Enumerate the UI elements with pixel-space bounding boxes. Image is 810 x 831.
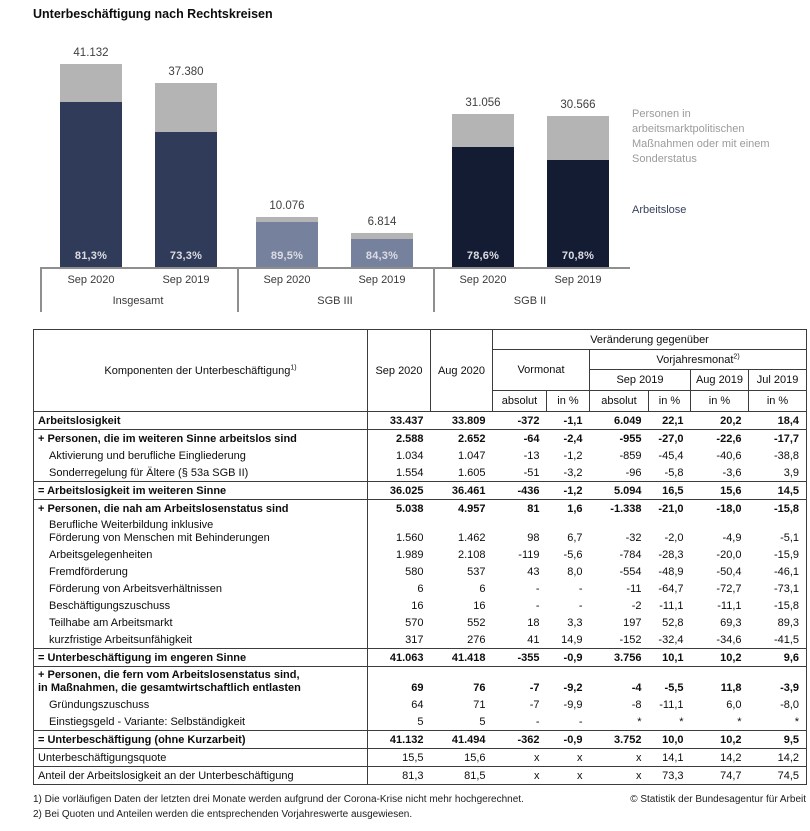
cell-value: *: [590, 713, 649, 731]
cell-value: -11,1: [717, 599, 742, 612]
cell-value: -: [493, 713, 547, 731]
cell-value: -2,4: [563, 432, 583, 445]
table-row: [34, 517, 807, 546]
segment-massnahmen: [452, 114, 514, 147]
cell-value: 69: [411, 682, 424, 694]
cell-value: -362: [493, 731, 547, 749]
cell-value: 10,2: [691, 649, 749, 667]
col-header-inpct-jul2019: in %: [749, 391, 807, 412]
table-row: [34, 713, 807, 731]
cell-value: 5: [431, 713, 493, 731]
cell-value: 2.588: [395, 432, 424, 445]
cell-value: 6,7: [567, 532, 583, 544]
bar-insgesamt-sep2019: [155, 83, 217, 267]
cell-value: 537: [467, 565, 486, 578]
cell-value: *: [749, 713, 807, 731]
table-row: [34, 749, 807, 767]
row-label: = Unterbeschäftigung (ohne Kurzarbeit): [34, 731, 368, 749]
cell-value: -5,5: [664, 682, 684, 694]
cell-value: 74,7: [720, 769, 742, 782]
segment-massnahmen: [155, 83, 217, 132]
row-label: Unterbeschäftigungsquote: [34, 749, 368, 767]
cell-value: -32,4: [649, 631, 691, 649]
bar-percent-label: 81,3%: [74, 250, 108, 262]
table-row: [34, 667, 807, 697]
bar-value-label: 41.132: [73, 47, 109, 59]
x-axis-line: [40, 267, 630, 269]
cell-value: 9,6: [749, 649, 807, 667]
cell-value: -: [578, 582, 583, 595]
table-wrap: [33, 329, 806, 785]
cell-value: 43: [527, 565, 540, 578]
cell-value: -9,2: [563, 682, 583, 694]
cell-value: 6,0: [726, 698, 742, 711]
cell-value: 197: [623, 616, 642, 629]
segment-arbeitslose: [155, 132, 217, 267]
cell-value: 5.038: [395, 502, 424, 515]
cell-value: 14,2: [749, 749, 807, 767]
cell-value: -8: [631, 698, 642, 711]
cell-value: 1.034: [395, 449, 424, 462]
table-row: [34, 412, 807, 430]
col-header-vormonat: Vormonat: [493, 350, 590, 391]
cell-value: -: [535, 582, 540, 595]
cell-value: 22,1: [649, 412, 691, 430]
cell-value: 3,9: [749, 464, 807, 482]
cell-value: -34,6: [691, 631, 749, 649]
cell-value: 1.047: [457, 449, 486, 462]
table-row: [34, 614, 807, 631]
cell-value: 33.809: [431, 412, 493, 430]
cell-value: 10,2: [691, 731, 749, 749]
cell-value: 1.554: [368, 464, 431, 482]
cell-value: -11,1: [659, 599, 684, 612]
cell-value: *: [691, 713, 749, 731]
cell-value: 52,8: [662, 616, 684, 629]
cell-value: -96: [590, 464, 649, 482]
cell-value: 14,5: [749, 482, 807, 500]
segment-massnahmen: [60, 64, 122, 102]
cell-value: 1,6: [567, 502, 583, 515]
cell-value: 41.132: [368, 731, 431, 749]
cell-value: -: [535, 599, 540, 612]
cell-value: x: [534, 769, 540, 782]
cell-value: 14,9: [547, 631, 590, 649]
x-axis-label: Sep 2019: [162, 274, 210, 286]
cell-value: -64: [523, 432, 540, 445]
table-row: [34, 447, 807, 464]
row-label: Teilhabe am Arbeitsmarkt: [34, 614, 368, 631]
cell-value: -18,0: [716, 502, 742, 515]
cell-value: -40,6: [716, 449, 742, 462]
segment-arbeitslose: [547, 160, 609, 267]
table-header: [34, 330, 807, 412]
group-label-insgesamt: Insgesamt: [112, 295, 164, 307]
cell-value: 16: [473, 599, 486, 612]
cell-value: 1.605: [431, 464, 493, 482]
cell-value: -13: [523, 449, 540, 462]
cell-value: 98: [527, 532, 540, 544]
segment-massnahmen: [547, 116, 609, 160]
cell-value: 552: [467, 616, 486, 629]
row-label: Anteil der Arbeitslosigkeit an der Unterbeschäftigung: [34, 767, 368, 785]
cell-value: -72,7: [716, 582, 742, 595]
cell-value: 1.462: [457, 532, 486, 544]
cell-value: -152: [590, 631, 649, 649]
footnote-marker-1: 1): [290, 363, 297, 371]
bar-sgbii-sep2019: [547, 116, 609, 267]
cell-value: 41.418: [431, 649, 493, 667]
cell-value: 8,0: [567, 565, 583, 578]
col-header-inpct-sep2019: in %: [649, 391, 691, 412]
row-label: = Arbeitslosigkeit im weiteren Sinne: [34, 482, 368, 500]
table-row: [34, 580, 807, 597]
cell-value: -41,5: [749, 631, 807, 649]
table-row: [34, 464, 807, 482]
row-label: Berufliche Weiterbildung inklusive Förderung von Menschen mit Behinderungen: [34, 517, 368, 546]
cell-value: 18,4: [749, 412, 807, 430]
cell-value: 570: [405, 616, 424, 629]
bar-value-label: 10.076: [269, 200, 305, 213]
cell-value: 81,5: [464, 769, 486, 782]
cell-value: -: [547, 713, 590, 731]
cell-value: -784: [619, 548, 642, 561]
col-header-sep2019: Sep 2019: [590, 370, 691, 391]
group-divider: [40, 267, 42, 312]
cell-value: -73,1: [773, 582, 800, 595]
row-label: Arbeitsgelegenheiten: [34, 546, 368, 563]
cell-value: 11,8: [720, 682, 742, 694]
components-table: [33, 329, 807, 785]
cell-value: -0,9: [547, 649, 590, 667]
table-row: [34, 767, 807, 785]
group-divider: [433, 267, 435, 312]
cell-value: -20,0: [716, 548, 742, 561]
segment-arbeitslose: [256, 222, 318, 267]
cell-value: -17,7: [773, 432, 800, 445]
cell-value: -955: [619, 432, 642, 445]
cell-value: x: [590, 749, 649, 767]
row-label: Förderung von Arbeitsverhältnissen: [34, 580, 368, 597]
col-header-inpct-aug2019: in %: [691, 391, 749, 412]
cell-value: -9,9: [563, 698, 583, 711]
cell-value: 15,5: [368, 749, 431, 767]
cell-value: 14,1: [649, 749, 691, 767]
table-row: [34, 482, 807, 500]
cell-value: 4.957: [457, 502, 486, 515]
table-row: [34, 696, 807, 713]
col-header-jul2019: Jul 2019: [749, 370, 807, 391]
cell-value: 1.560: [395, 532, 424, 544]
cell-value: -5,1: [780, 532, 800, 544]
cell-value: 6: [417, 582, 424, 595]
bar-percent-label: 84,3%: [365, 249, 399, 262]
cell-value: 9,5: [749, 731, 807, 749]
cell-value: -1,1: [547, 412, 590, 430]
cell-value: *: [649, 713, 691, 731]
x-axis-label: Sep 2019: [358, 274, 406, 286]
cell-value: x: [493, 749, 547, 767]
cell-value: 6: [479, 582, 486, 595]
table-row: [34, 731, 807, 749]
col-header-aug2019: Aug 2019: [691, 370, 749, 391]
cell-value: -50,4: [716, 565, 742, 578]
cell-value: -48,9: [658, 565, 684, 578]
col-header-sep2020: Sep 2020: [368, 330, 431, 412]
cell-value: x: [636, 769, 642, 782]
cell-value: -: [578, 599, 583, 612]
cell-value: 5: [368, 713, 431, 731]
x-axis-label: Sep 2019: [554, 274, 602, 286]
cell-value: -7: [529, 698, 540, 711]
cell-value: 15,6: [431, 749, 493, 767]
cell-value: 6.049: [590, 412, 649, 430]
bar-percent-label: 70,8%: [561, 249, 595, 262]
cell-value: x: [547, 749, 590, 767]
bar-percent-label: 73,3%: [169, 249, 203, 262]
cell-value: 81: [527, 502, 540, 515]
x-axis-label: Sep 2020: [67, 274, 115, 286]
bar-sgbii-sep2020: [452, 114, 514, 267]
cell-value: 76: [473, 682, 486, 694]
table-row: [34, 631, 807, 649]
cell-value: 69,3: [720, 616, 742, 629]
table-row: [34, 563, 807, 580]
cell-value: -355: [493, 649, 547, 667]
cell-value: 36.461: [431, 482, 493, 500]
cell-value: 3,3: [567, 616, 583, 629]
cell-value: 5.094: [590, 482, 649, 500]
segment-arbeitslose: [452, 147, 514, 267]
bar-percent-label: 78,6%: [466, 249, 500, 262]
group-label-sgbiii: SGB III: [317, 295, 353, 307]
col-header-aug2020: Aug 2020: [431, 330, 493, 412]
cell-value: -5,8: [649, 464, 691, 482]
page-title: Unterbeschäftigung nach Rechtskreisen: [33, 7, 273, 21]
cell-value: -2: [631, 599, 642, 612]
bar-sgbiii-sep2020: [256, 217, 318, 267]
cell-value: 2.652: [457, 432, 486, 445]
cell-value: x: [577, 769, 583, 782]
table-row: [34, 649, 807, 667]
cell-value: 14,2: [691, 749, 749, 767]
cell-value: -3,6: [691, 464, 749, 482]
cell-value: 317: [368, 631, 431, 649]
cell-value: 276: [431, 631, 493, 649]
cell-value: 74,5: [777, 769, 800, 782]
table-row: [34, 430, 807, 448]
copyright: © Statistik der Bundesagentur für Arbeit: [630, 794, 806, 805]
cell-value: 3.752: [590, 731, 649, 749]
row-label: Beschäftigungszuschuss: [34, 597, 368, 614]
row-label: + Personen, die fern vom Arbeitslosenstatus sind, in Maßnahmen, die gesamtwirtschaftlich entlasten: [34, 667, 368, 697]
cell-value: 41.494: [431, 731, 493, 749]
cell-value: -45,4: [658, 449, 684, 462]
cell-value: -372: [493, 412, 547, 430]
cell-value: 3.756: [590, 649, 649, 667]
cell-value: 1.989: [395, 548, 424, 561]
cell-value: 580: [405, 565, 424, 578]
cell-value: -22,6: [716, 432, 742, 445]
cell-value: 36.025: [368, 482, 431, 500]
col-header-absolut-vormonat: absolut: [493, 391, 547, 412]
cell-value: -15,8: [773, 599, 800, 612]
cell-value: -554: [619, 565, 642, 578]
bar-insgesamt-sep2020: [60, 64, 122, 267]
cell-value: 73,3: [662, 769, 684, 782]
cell-value: 16,5: [649, 482, 691, 500]
cell-value: -7: [529, 682, 540, 694]
col-header-absolut-sep2019: absolut: [590, 391, 649, 412]
cell-value: -3,9: [780, 682, 800, 694]
cell-value: -5,6: [563, 548, 583, 561]
row-label: Sonderregelung für Ältere (§ 53a SGB II): [34, 464, 368, 482]
cell-value: -1,2: [547, 482, 590, 500]
cell-value: -21,0: [658, 502, 684, 515]
cell-value: -27,0: [658, 432, 684, 445]
cell-value: 64: [411, 698, 424, 711]
group-label-sgbii: SGB II: [513, 295, 547, 307]
row-label: Gründungszuschuss: [34, 696, 368, 713]
cell-value: -436: [493, 482, 547, 500]
cell-value: -64,7: [658, 582, 684, 595]
cell-value: -0,9: [547, 731, 590, 749]
footnote-1: 1) Die vorläufigen Daten der letzten drei Monate werden aufgrund der Corona-Krise nicht mehr hochgerechnet.: [33, 794, 524, 805]
footnote-2: 2) Bei Quoten und Anteilen werden die entsprechenden Vorjahreswerte ausgewiesen.: [33, 809, 413, 820]
segment-arbeitslose: [351, 239, 413, 267]
col-header-veraenderung: Veränderung gegenüber: [493, 330, 807, 350]
cell-value: -8,0: [780, 698, 800, 711]
cell-value: 10,1: [649, 649, 691, 667]
cell-value: 15,6: [691, 482, 749, 500]
row-label: Einstiegsgeld - Variante: Selbständigkeit: [34, 713, 368, 731]
legend-label-massnahmen: Personen in arbeitsmarktpolitischen Maßnahmen oder mit einem Sonderstatus: [632, 108, 770, 165]
x-axis-label: Sep 2020: [263, 274, 311, 286]
cell-value: 18: [527, 616, 540, 629]
cell-value: 71: [473, 698, 486, 711]
bar-value-label: 31.056: [465, 96, 501, 109]
col-header-inpct-vormonat: in %: [547, 391, 590, 412]
cell-value: 81,3: [402, 769, 424, 782]
cell-value: 10,0: [649, 731, 691, 749]
col-header-komponenten: Komponenten der Unterbeschäftigung$^{1)}$: [34, 330, 368, 412]
row-label: Aktivierung und berufliche Eingliederung: [34, 447, 368, 464]
cell-value: -38,8: [773, 449, 800, 462]
cell-value: -4,9: [722, 532, 742, 544]
cell-value: -1.338: [610, 502, 642, 515]
row-label: = Unterbeschäftigung im engeren Sinne: [34, 649, 368, 667]
table-row: [34, 500, 807, 518]
x-axis-label: Sep 2020: [459, 274, 507, 286]
col-header-vorjahresmonat: Vorjahresmonat$^{2)}$: [590, 350, 807, 370]
cell-value: -15,9: [773, 548, 800, 561]
bar-value-label: 30.566: [560, 99, 596, 112]
footnotes: [33, 794, 806, 820]
row-label: kurzfristige Arbeitsunfähigkeit: [34, 631, 368, 649]
bar-percent-label: 89,5%: [270, 249, 304, 262]
cell-value: 20,2: [691, 412, 749, 430]
legend-label-arbeitslose: Arbeitslose: [632, 204, 687, 216]
table-row: [34, 546, 807, 563]
cell-value: -11,1: [659, 698, 684, 711]
cell-value: 33.437: [368, 412, 431, 430]
segment-arbeitslose: [60, 102, 122, 267]
cell-value: 16: [411, 599, 424, 612]
cell-value: -51: [493, 464, 547, 482]
cell-value: -1,2: [563, 449, 583, 462]
cell-value: -4: [631, 682, 642, 694]
row-label: + Personen, die nah am Arbeitslosenstatus sind: [34, 500, 368, 518]
cell-value: -15,8: [773, 502, 800, 515]
row-label: + Personen, die im weiteren Sinne arbeitslos sind: [34, 430, 368, 448]
cell-value: 41.063: [368, 649, 431, 667]
cell-value: 41: [493, 631, 547, 649]
cell-value: 2.108: [457, 548, 486, 561]
cell-value: -119: [518, 548, 540, 561]
cell-value: -3,2: [547, 464, 590, 482]
cell-value: -2,0: [664, 532, 684, 544]
bar-value-label: 37.380: [168, 65, 204, 78]
group-divider: [237, 267, 239, 312]
row-label: Arbeitslosigkeit: [34, 412, 368, 430]
cell-value: -11: [626, 582, 642, 595]
cell-value: -46,1: [773, 565, 800, 578]
stacked-bar-chart: [0, 0, 810, 325]
cell-value: -859: [619, 449, 642, 462]
table-body: [34, 412, 807, 785]
row-label: Fremdförderung: [34, 563, 368, 580]
cell-value: 89,3: [777, 616, 800, 629]
bar-sgbiii-sep2019: [351, 233, 413, 267]
cell-value: -28,3: [658, 548, 684, 561]
bar-value-label: 6.814: [367, 216, 397, 229]
table-row: [34, 597, 807, 614]
cell-value: -32: [625, 532, 642, 544]
footnote-marker-2: 2): [733, 352, 740, 360]
